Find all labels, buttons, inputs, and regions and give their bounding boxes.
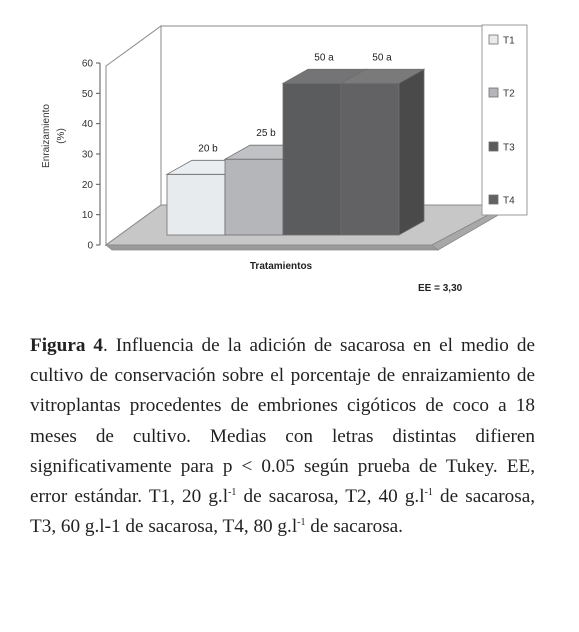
bar-front: [341, 83, 399, 235]
superscript: -1: [228, 487, 237, 499]
caption-line-2: en el medio de cultivo de conservación sobre: [30, 335, 535, 387]
bar-front: [283, 83, 341, 235]
chart-area: [0, 0, 579, 310]
floor-edge: [106, 245, 438, 250]
value-label: 20 b: [198, 143, 218, 155]
legend-swatch: [489, 88, 498, 97]
legend: [482, 25, 527, 215]
bar-t4: [341, 69, 424, 235]
legend-label: T3: [503, 142, 515, 154]
figure-caption: [30, 331, 535, 542]
caption-line-4: procedentes de embriones cigóticos de coco a: [129, 395, 507, 417]
bar-front: [167, 174, 225, 235]
caption-line-7: prueba de Tukey. EE, error estándar. T1, 20 g.l: [30, 455, 535, 508]
caption-line-9b: de sacarosa.: [305, 516, 403, 538]
value-label: 50 a: [314, 52, 334, 64]
legend-swatch: [489, 142, 498, 151]
y-axis-title: Enraizamiento: [41, 104, 52, 168]
caption-line-8a: de sacarosa, T2, 40 g.l: [243, 486, 425, 508]
superscript: -1: [297, 517, 306, 529]
y-tick-label: 30: [81, 149, 93, 161]
y-axis: [82, 59, 100, 252]
caption-line-6: difieren significativamente para p < 0.05 según: [30, 425, 535, 477]
legend-label: T2: [503, 88, 515, 100]
value-label: 50 a: [372, 52, 392, 64]
value-label: 25 b: [256, 128, 276, 140]
y-tick-label: 40: [81, 119, 93, 131]
y-tick-label: 20: [81, 179, 93, 191]
caption-line-8b: de sacarosa, T3, 60 g.l-1 de: [30, 486, 536, 538]
legend-box: [482, 25, 527, 215]
caption-line-9a: sacarosa, T4, 80 g.l: [148, 516, 298, 538]
legend-label: T4: [503, 195, 515, 207]
legend-swatch: [489, 35, 498, 44]
caption-line-1: . Influencia de la adición de sacarosa: [103, 335, 406, 356]
bar-chart: [0, 0, 579, 310]
standard-error-note: EE = 3,30: [418, 283, 463, 294]
y-tick-label: 0: [87, 240, 93, 252]
y-tick-label: 50: [81, 88, 93, 100]
superscript: -1: [424, 487, 433, 499]
x-axis-title: Tratamientos: [249, 261, 313, 272]
figure-label: Figura 4: [30, 335, 104, 356]
y-tick-label: 10: [81, 210, 93, 222]
bar-front: [225, 159, 283, 235]
y-tick-label: 60: [81, 58, 93, 70]
caption-line-5: 18 meses de cultivo. Medias con letras distintas: [30, 395, 536, 447]
y-axis-unit: (%): [56, 128, 67, 144]
caption-line-3: el porcentaje de enraizamiento de vitroplantas: [30, 365, 536, 417]
legend-swatch: [489, 195, 498, 204]
bar-side: [399, 69, 424, 235]
legend-label: T1: [503, 35, 515, 47]
